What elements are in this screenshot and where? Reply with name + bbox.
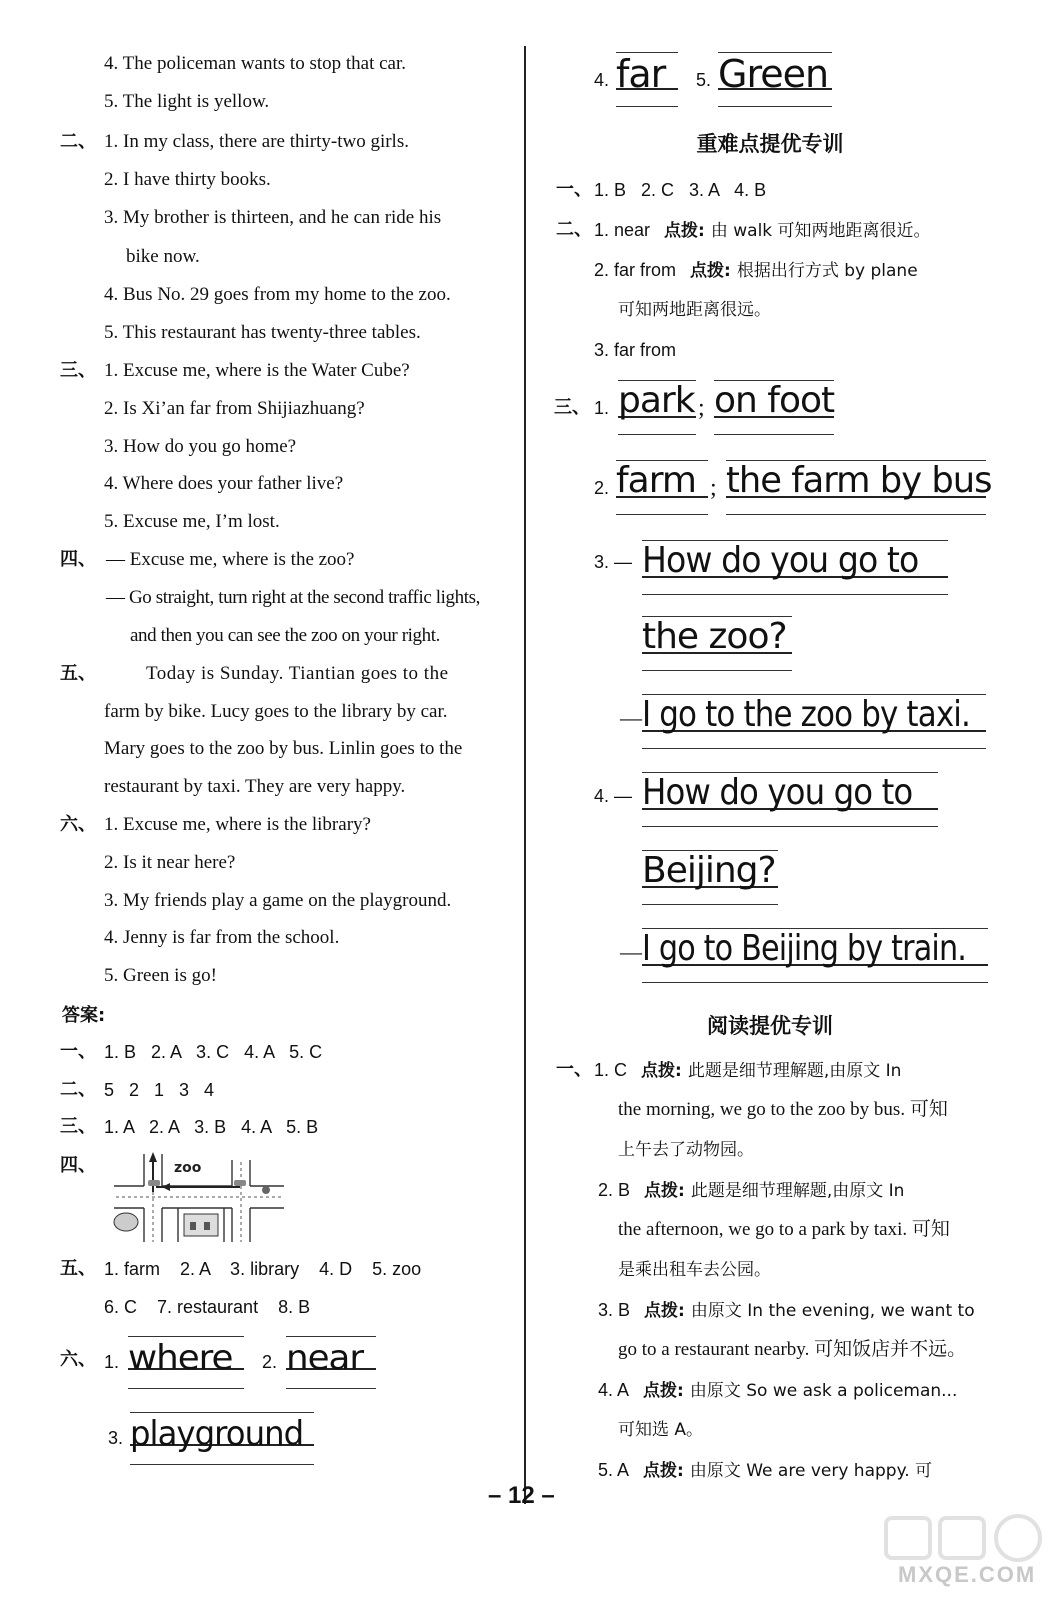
- section-label: 二、: [60, 131, 96, 152]
- text-line: 3. How do you go home?: [104, 436, 297, 457]
- answer: 2. far from: [594, 260, 677, 280]
- handwritten-answer: I go to the zoo by taxi.: [642, 694, 971, 735]
- handwritten-answer: Green: [718, 52, 829, 96]
- handwriting-beijing: [642, 846, 778, 908]
- text-line: 2. Is it near here?: [104, 852, 236, 873]
- tip-note: go to a restaurant nearby. 可知饭店并不远。: [618, 1339, 967, 1360]
- handwriting-far: [616, 48, 678, 110]
- handwritten-answer: How do you go to: [642, 540, 919, 581]
- handwriting-park: [618, 376, 696, 438]
- text-line: Today is Sunday. Tiantian goes to the: [146, 663, 449, 684]
- section-label: 一、: [60, 1041, 96, 1062]
- tip-note: 可知两地距离很远。: [618, 300, 771, 320]
- item-number: 3.: [108, 1428, 124, 1448]
- text-line: 3. My friends play a game on the playground.: [104, 890, 452, 911]
- handwriting-playground: [130, 1408, 314, 1468]
- handwritten-answer: playground: [130, 1414, 304, 1454]
- tip-label: 点拨:: [664, 221, 705, 241]
- answer-line: [598, 1458, 932, 1483]
- section-label: 一、: [556, 179, 592, 200]
- handwriting-green: [718, 48, 832, 110]
- handwriting-the-farm-by-bus: [726, 456, 992, 518]
- item-number: 2.: [594, 478, 610, 498]
- handwriting-i-go-to-the-zoo-by-taxi: [642, 690, 986, 752]
- section-label: 四、: [60, 1155, 96, 1176]
- handwriting-the-zoo: [642, 612, 792, 674]
- text-line: 1. In my class, there are thirty-two girls.: [104, 131, 409, 152]
- tip-note: 由原文 So we ask a policeman...: [689, 1381, 958, 1401]
- answer: 3. far from: [594, 340, 677, 360]
- answer-line: [594, 258, 918, 283]
- text-line: 4. Jenny is far from the school.: [104, 927, 340, 948]
- answer: 2. B: [598, 1180, 631, 1200]
- separator: ;: [710, 475, 717, 501]
- handwritten-answer: the farm by bus: [726, 460, 992, 501]
- answer-line: [598, 1298, 975, 1323]
- handwriting-i-go-to-beijing-by-train: [642, 924, 988, 986]
- handwritten-answer: far: [616, 52, 666, 96]
- text-line: and then you can see the zoo on your right.: [130, 625, 440, 646]
- item-number: 4.: [594, 70, 610, 90]
- text-line: 4. Where does your father live?: [104, 473, 344, 494]
- tip-note: 此题是细节理解题,由原文 In: [687, 1061, 902, 1081]
- section-label: 六、: [60, 814, 96, 835]
- text-line: 4. The policeman wants to stop that car.: [104, 53, 406, 74]
- handwriting-on-foot: [714, 376, 834, 438]
- text-line: — Excuse me, where is the zoo?: [106, 549, 355, 570]
- answer-line: 6. C 7. restaurant 8. B: [104, 1297, 311, 1317]
- tip-label: 点拨:: [643, 1381, 684, 1401]
- section-label: 四、: [60, 549, 96, 570]
- section-title: 阅读提优专训: [707, 1014, 833, 1038]
- handwritten-answer: farm: [616, 460, 696, 501]
- column-divider: [524, 46, 526, 1504]
- handwritten-answer: near: [286, 1338, 363, 1378]
- section-label: 三、: [60, 1116, 96, 1137]
- answer: 3. B: [598, 1300, 631, 1320]
- tip-note: 上午去了动物园。: [618, 1140, 754, 1160]
- section-label: 六、: [60, 1349, 96, 1370]
- answer-line: 1. B 2. A 3. C 4. A 5. C: [104, 1042, 323, 1062]
- page-number: – 12 –: [488, 1482, 555, 1509]
- section-label: 五、: [60, 663, 96, 684]
- handwritten-answer: I go to Beijing by train.: [642, 928, 967, 969]
- answer-line: 1. B 2. C 3. A 4. B: [594, 180, 767, 200]
- answer: 4. A: [598, 1380, 630, 1400]
- watermark-text: MXQE.COM: [898, 1562, 1037, 1587]
- tip-note: 由 walk 可知两地距离很近。: [710, 221, 931, 241]
- section-label: 二、: [60, 1079, 96, 1100]
- handwritten-answer: on foot: [714, 380, 835, 421]
- answer-line: [598, 1378, 957, 1403]
- tip-label: 点拨:: [644, 1181, 685, 1201]
- section-label: 二、: [556, 219, 592, 240]
- answer-line: [598, 1178, 904, 1203]
- tip-note: 由原文 In the evening, we want to: [690, 1301, 975, 1321]
- text-line: 5. Green is go!: [104, 965, 217, 986]
- tip-note: the morning, we go to the zoo by bus. 可知: [618, 1099, 948, 1120]
- text-line: 2. I have thirty books.: [104, 169, 271, 190]
- item-number: 4. —: [594, 786, 633, 806]
- item-number: 5.: [696, 70, 712, 90]
- text-line: 1. Excuse me, where is the library?: [104, 814, 371, 835]
- dash: —: [620, 939, 642, 964]
- handwritten-answer: the zoo?: [642, 616, 787, 657]
- tip-label: 点拨:: [690, 261, 731, 281]
- tip-note: 由原文 We are very happy. 可: [689, 1461, 933, 1481]
- section-label: 三、: [60, 360, 96, 381]
- section-label: 三、: [554, 397, 590, 418]
- text-line: 5. The light is yellow.: [104, 91, 270, 112]
- text-line: 3. My brother is thirteen, and he can ride his: [104, 207, 442, 228]
- answers-title: 答案:: [62, 1005, 106, 1026]
- handwritten-answer: Beijing?: [642, 850, 776, 891]
- item-number: 1.: [594, 398, 610, 418]
- answer-line: 5 2 1 3 4: [104, 1080, 215, 1100]
- tip-label: 点拨:: [641, 1061, 682, 1081]
- item-number: 2.: [262, 1352, 278, 1372]
- handwritten-answer: How do you go to: [642, 772, 913, 813]
- handwriting-how-do-you-go-to-2: [642, 768, 938, 830]
- text-line: 5. Excuse me, I’m lost.: [104, 511, 280, 532]
- route-map: [104, 1150, 290, 1246]
- item-number: 3. —: [594, 552, 633, 572]
- text-line: restaurant by taxi. They are very happy.: [104, 776, 406, 797]
- answer: 1. near: [594, 220, 651, 240]
- handwriting-near: [286, 1332, 376, 1392]
- answer-line: [594, 218, 931, 243]
- section-label: 五、: [60, 1258, 96, 1279]
- handwriting-farm: [616, 456, 708, 518]
- dash: —: [620, 705, 642, 730]
- text-line: bike now.: [126, 246, 200, 267]
- handwritten-answer: where: [128, 1338, 233, 1378]
- tip-note: 根据出行方式 by plane: [736, 261, 918, 281]
- tip-note: the afternoon, we go to a park by taxi. 可知: [618, 1219, 950, 1240]
- text-line: 2. Is Xi’an far from Shijiazhuang?: [104, 398, 365, 419]
- text-line: 4. Bus No. 29 goes from my home to the zoo.: [104, 284, 451, 305]
- tip-note: 此题是细节理解题,由原文 In: [690, 1181, 905, 1201]
- handwritten-answer: park: [618, 380, 695, 421]
- zoo-sign: zoo: [174, 1160, 202, 1176]
- text-line: Mary goes to the zoo by bus. Linlin goes to the: [104, 738, 463, 759]
- tip-note: 是乘出租车去公园。: [618, 1260, 771, 1280]
- tip-note: 可知选 A。: [618, 1420, 704, 1440]
- answer: 5. A: [598, 1460, 630, 1480]
- answer-line: 1. farm 2. A 3. library 4. D 5. zoo: [104, 1259, 422, 1279]
- answer-line: 1. A 2. A 3. B 4. A 5. B: [104, 1117, 319, 1137]
- section-label: 一、: [556, 1059, 592, 1080]
- text-line: farm by bike. Lucy goes to the library by car.: [104, 701, 448, 722]
- tip-label: 点拨:: [644, 1301, 685, 1321]
- item-number: 1.: [104, 1352, 120, 1372]
- text-line: 5. This restaurant has twenty-three tables.: [104, 322, 421, 343]
- answer: 1. C: [594, 1060, 628, 1080]
- text-line: — Go straight, turn right at the second traffic lights,: [106, 587, 480, 608]
- section-title: 重难点提优专训: [696, 132, 844, 156]
- separator: ;: [698, 395, 705, 421]
- handwriting-where: [128, 1332, 244, 1392]
- handwriting-how-do-you-go-to: [642, 536, 948, 598]
- tip-label: 点拨:: [643, 1461, 684, 1481]
- answer-line: [594, 1058, 901, 1083]
- text-line: 1. Excuse me, where is the Water Cube?: [104, 360, 410, 381]
